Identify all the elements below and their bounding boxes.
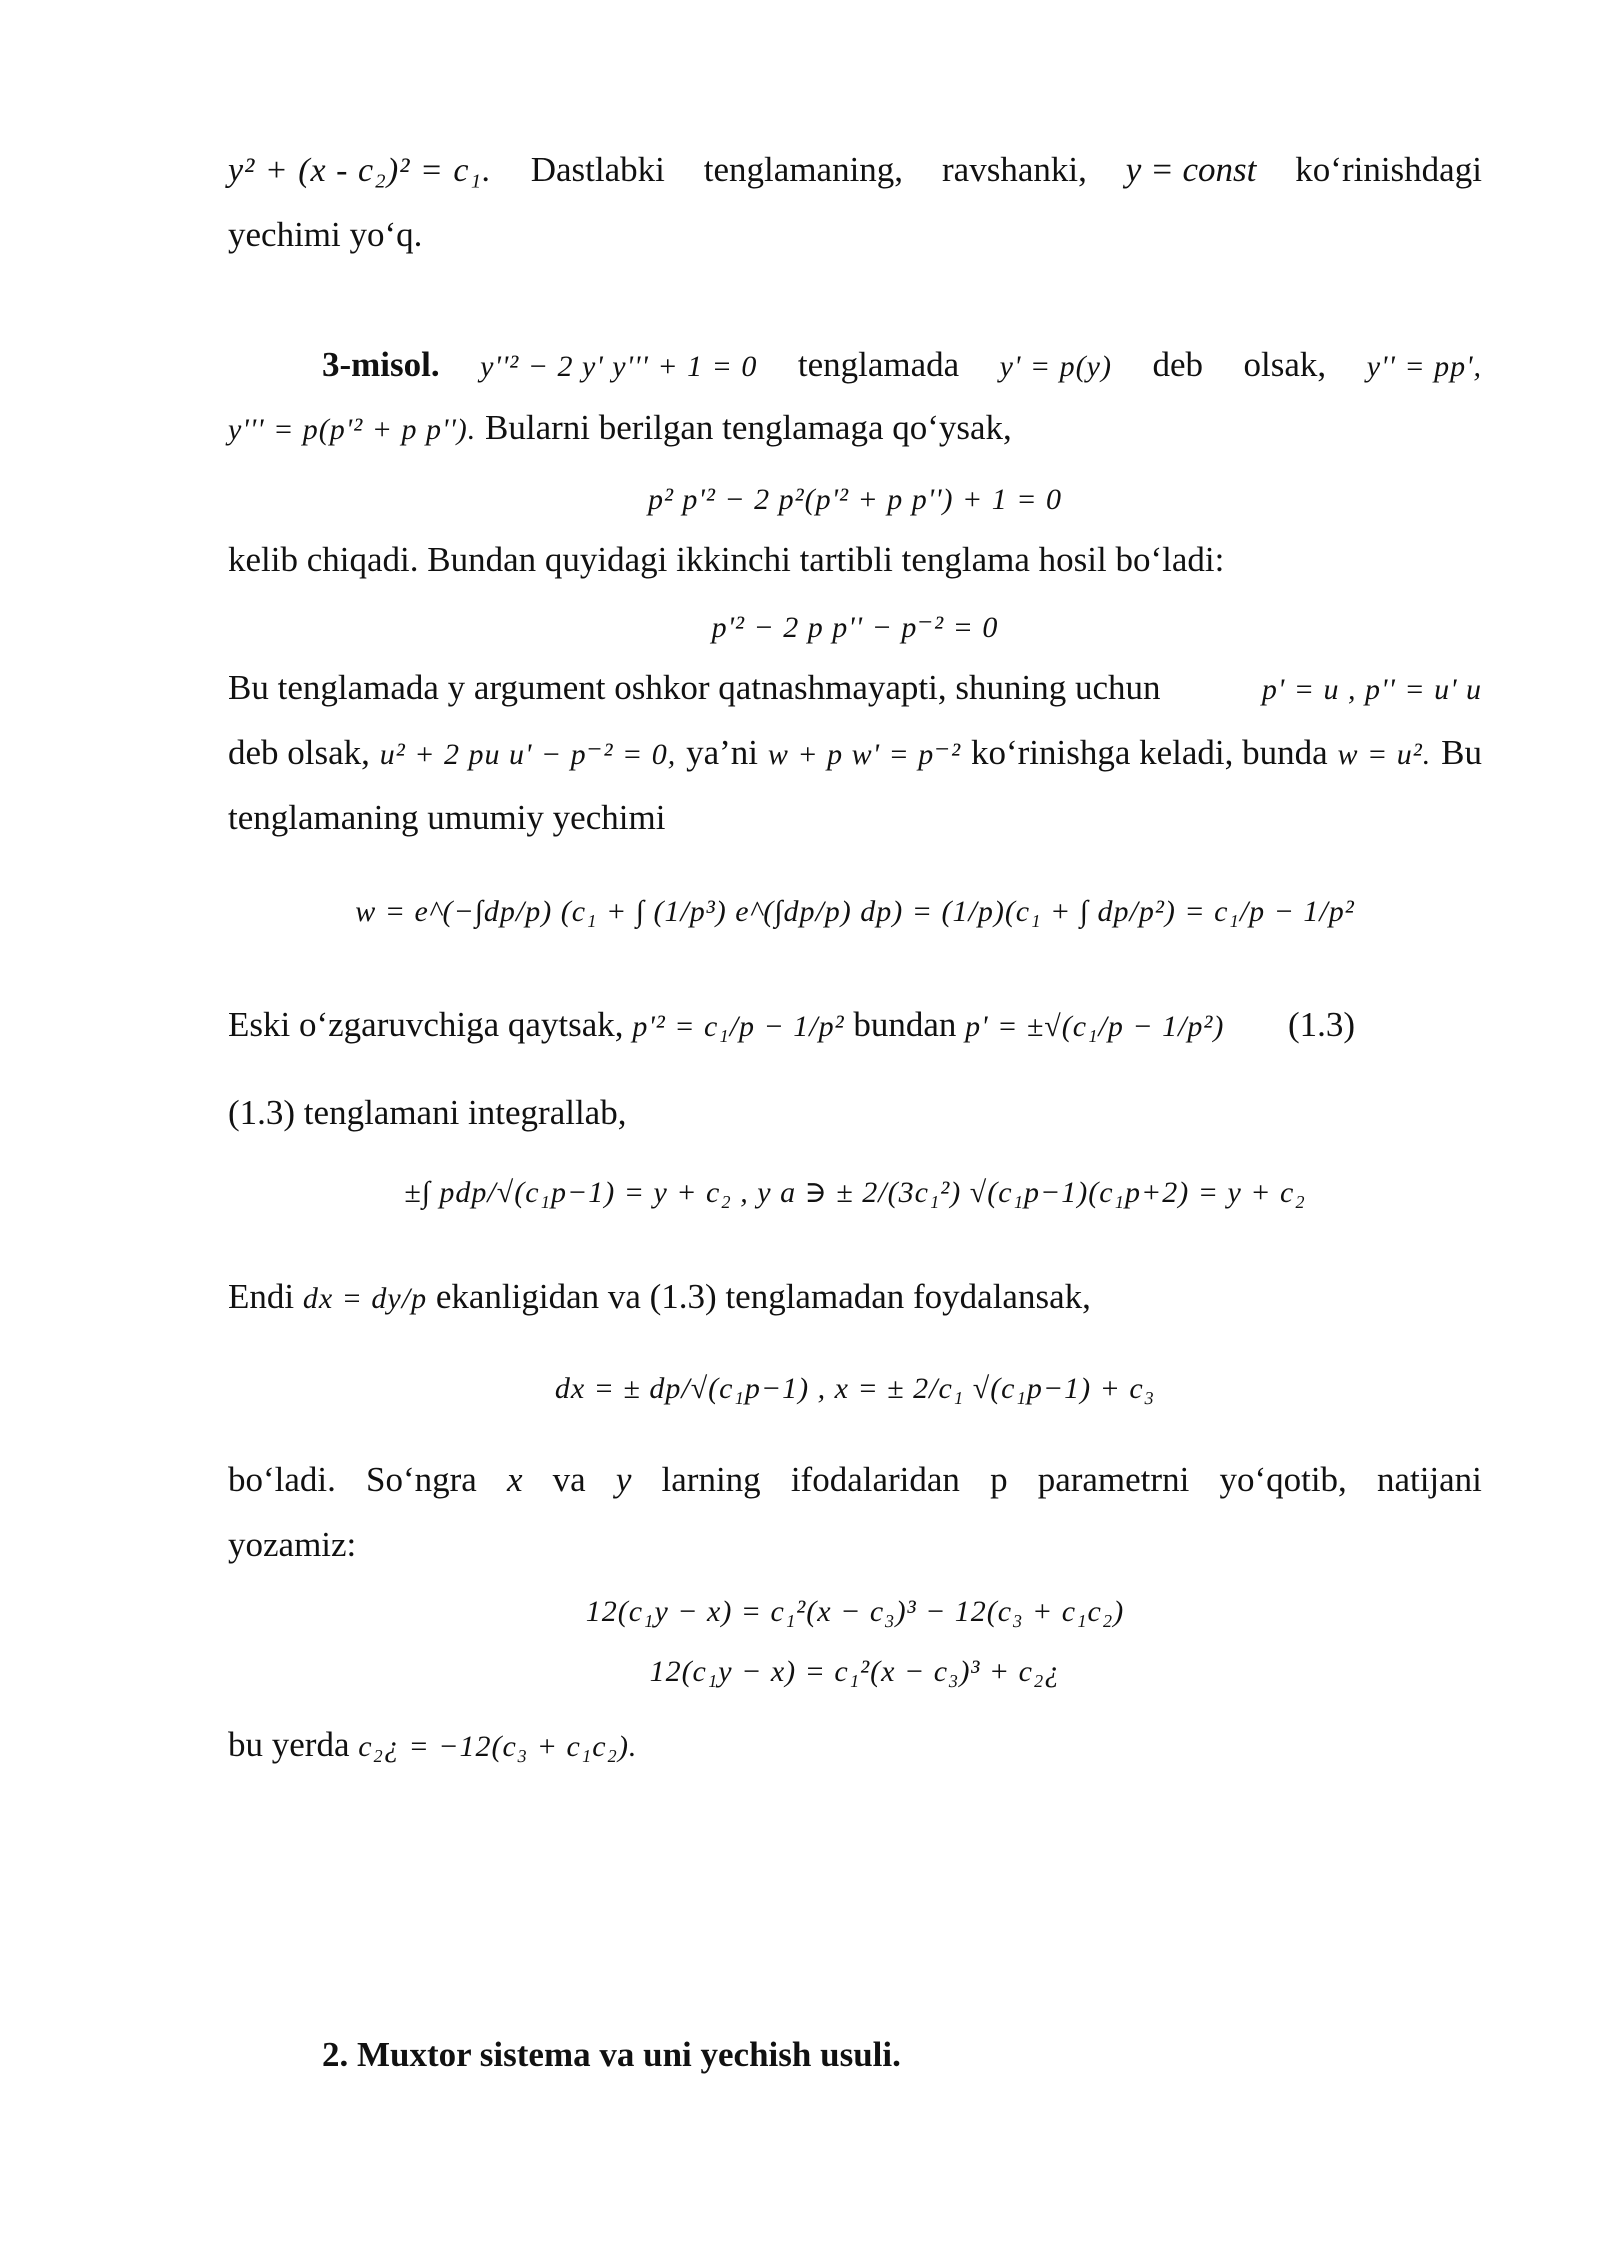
text-line-bu xyxy=(228,668,1482,708)
example-title: 3-misol. xyxy=(322,345,440,384)
text-umumiy: tenglamaning umumiy yechimi xyxy=(228,798,666,837)
text: bu yerda xyxy=(228,1725,350,1764)
text-line-boladi xyxy=(228,1460,1482,1500)
formula-ypp: y'' = pp', xyxy=(1366,350,1482,383)
word: va xyxy=(552,1460,586,1499)
formula-eq3: u² + 2 pu u' − p⁻² = 0, xyxy=(379,738,677,771)
formula-yppp: y''' = p(p'² + p p''). xyxy=(228,413,477,446)
word: ravshanki, xyxy=(942,150,1087,189)
word: olsak, xyxy=(1243,345,1327,384)
word: yo‘qotib, xyxy=(1219,1460,1347,1499)
text-yozamiz: yozamiz: xyxy=(228,1525,357,1564)
example-3-line-2 xyxy=(228,408,1012,448)
word: tenglamaning, xyxy=(703,150,904,189)
equation-1: p² p'² − 2 p²(p'² + p p'') + 1 = 0 xyxy=(647,483,1063,516)
word: ko‘rinishdagi xyxy=(1295,150,1482,189)
text: ko‘rinishga keladi, bunda xyxy=(970,733,1328,772)
text: Endi xyxy=(228,1277,295,1316)
paragraph-1-line-2: yechimi yo‘q. xyxy=(228,215,423,254)
word: So‘ngra xyxy=(366,1460,477,1499)
text: ya’ni xyxy=(686,733,759,772)
formula-dx: dx = dy/p xyxy=(302,1282,428,1315)
text: bundan xyxy=(853,1005,957,1044)
word: deb xyxy=(1152,345,1204,384)
word: tenglamada xyxy=(797,345,960,384)
text: Bularni berilgan tenglamaga qo‘ysak, xyxy=(485,408,1012,447)
formula-circle: y² + (x - c₂)² = c₁. xyxy=(228,152,492,189)
equation-2: p'² − 2 p p'' − p⁻² = 0 xyxy=(711,611,999,644)
text-line-bu-yerda xyxy=(228,1725,637,1765)
formula-p: p' = ±√(c₁/p − 1/p²) xyxy=(965,1010,1225,1043)
text-integr: (1.3) tenglamani integrallab, xyxy=(228,1093,627,1132)
word: natijani xyxy=(1376,1460,1482,1499)
text-line-deb xyxy=(228,733,1482,773)
formula-substitution-2: p' = u , p'' = u' u xyxy=(1261,673,1482,706)
word: p xyxy=(990,1460,1008,1499)
word: x xyxy=(506,1460,523,1499)
equation-dx: dx = ± dp/√(c₁p−1) , x = ± 2/c₁ √(c₁p−1) + c₃ xyxy=(554,1372,1156,1405)
word: ifodalaridan xyxy=(790,1460,960,1499)
equation-number: (1.3) xyxy=(1288,1005,1356,1044)
word: parametrni xyxy=(1037,1460,1190,1499)
formula-const: y = const xyxy=(1125,150,1257,189)
formula-main-equation: y''² − 2 y' y''' + 1 = 0 xyxy=(480,350,758,383)
equation-w: w = e^(−∫dp/p) (c₁ + ∫ (1/p³) e^(∫dp/p) dp) = (1/p)(c₁ + ∫ dp/p²) = c₁/p − 1/p² xyxy=(355,895,1355,928)
equation-integral: ±∫ pdp/√(c₁p−1) = y + c₂ , y a ∋ ± 2/(3c₁²) √(c₁p−1)(c₁p+2) = y + c₂ xyxy=(404,1176,1306,1209)
formula-p-squared: p'² = c₁/p − 1/p² xyxy=(632,1010,845,1043)
text: Eski o‘zgaruvchiga qaytsak, xyxy=(228,1005,624,1044)
word: y xyxy=(615,1460,632,1499)
text-line-endi xyxy=(228,1277,1091,1317)
formula-substitution: y' = p(y) xyxy=(999,350,1112,383)
text: deb olsak, xyxy=(228,733,370,772)
word: bo‘ladi. xyxy=(228,1460,336,1499)
text: Bu xyxy=(1441,733,1482,772)
formula-final-3: c₂¿ = −12(c₃ + c₁c₂). xyxy=(358,1730,638,1763)
text: Bu tenglamada y argument oshkor qatnashmayapti, shuning uchun xyxy=(228,668,1161,707)
formula-eq5: w = u². xyxy=(1337,738,1432,771)
section-heading: 2. Muxtor sistema va uni yechish usuli. xyxy=(322,2035,901,2074)
word: larning xyxy=(661,1460,761,1499)
equation-final-2: 12(c₁y − x) = c₁²(x − c₃)³ + c₂¿ xyxy=(649,1655,1061,1688)
example-3-line-1 xyxy=(322,345,1482,385)
word: Dastlabki xyxy=(530,150,665,189)
formula-eq4: w + p w' = p⁻² xyxy=(767,738,962,771)
text-result: kelib chiqadi. Bundan quyidagi ikkinchi tartibli tenglama hosil bo‘ladi: xyxy=(228,540,1225,579)
equation-final-1: 12(c₁y − x) = c₁²(x − c₃)³ − 12(c₃ + c₁c₂) xyxy=(585,1595,1125,1628)
paragraph-1-line-1 xyxy=(228,150,1482,190)
text: ekanligidan va (1.3) tenglamadan foydalansak, xyxy=(435,1277,1091,1316)
